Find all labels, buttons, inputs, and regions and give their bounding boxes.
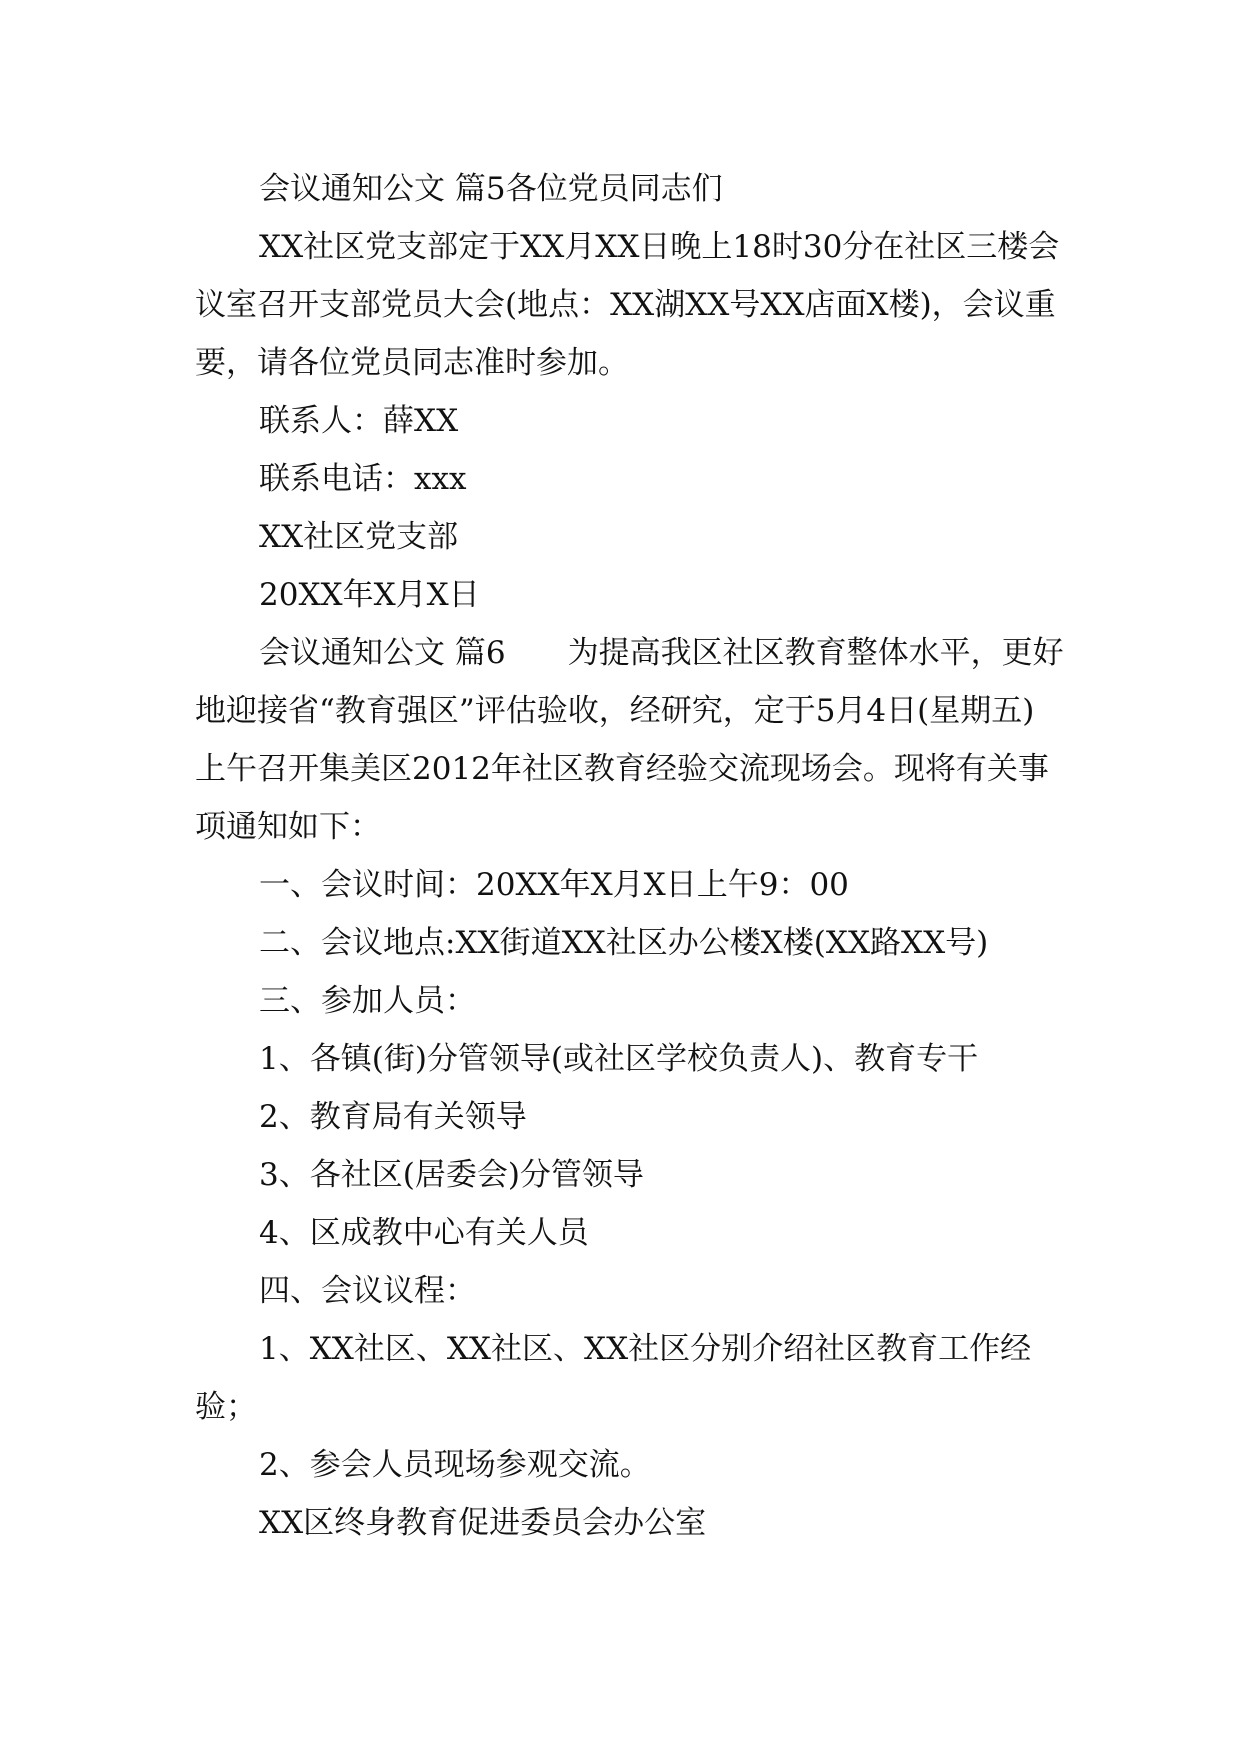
agenda-item: 2、参会人员现场参观交流。 bbox=[259, 1447, 651, 1483]
document-body bbox=[195, 160, 1065, 1552]
notice-heading-5: 会议通知公文 篇5各位党员同志们 bbox=[259, 171, 723, 207]
notice-heading-6: 会议通知公文 篇6 为提高我区社区教育整体水平，更好地迎接省“教育强区”评估验收，经研究，定于5月4日(星期五)上午召开集美区2012年社区教育经验交流现场会。现将有关事项通知如下： bbox=[195, 635, 1064, 845]
signature-date: 20XX年X月X日 bbox=[259, 577, 480, 613]
meeting-location: 二、会议地点:XX街道XX社区办公楼X楼(XX路XX号) bbox=[259, 925, 989, 961]
meeting-time: 一、会议时间：20XX年X月X日上午9：00 bbox=[259, 867, 849, 903]
issuing-office: XX区终身教育促进委员会办公室 bbox=[259, 1505, 707, 1541]
contact-person: 联系人：薛XX bbox=[259, 403, 459, 439]
attendee-item: 3、各社区(居委会)分管领导 bbox=[259, 1157, 644, 1193]
agenda-item: 1、XX社区、XX社区、XX社区分别介绍社区教育工作经验； bbox=[195, 1331, 1032, 1425]
attendee-item: 2、教育局有关领导 bbox=[259, 1099, 527, 1135]
attendee-item: 4、区成教中心有关人员 bbox=[259, 1215, 589, 1251]
contact-phone: 联系电话：xxx bbox=[259, 461, 467, 497]
agenda-heading: 四、会议议程： bbox=[259, 1273, 476, 1309]
signature-org: XX社区党支部 bbox=[259, 519, 459, 555]
meeting-paragraph: XX社区党支部定于XX月XX日晚上18时30分在社区三楼会议室召开支部党员大会(地点：XX湖XX号XX店面X楼)，会议重要，请各位党员同志准时参加。 bbox=[195, 229, 1060, 381]
attendee-item: 1、各镇(街)分管领导(或社区学校负责人)、教育专干 bbox=[259, 1041, 979, 1077]
attendees-heading: 三、参加人员： bbox=[259, 983, 476, 1019]
